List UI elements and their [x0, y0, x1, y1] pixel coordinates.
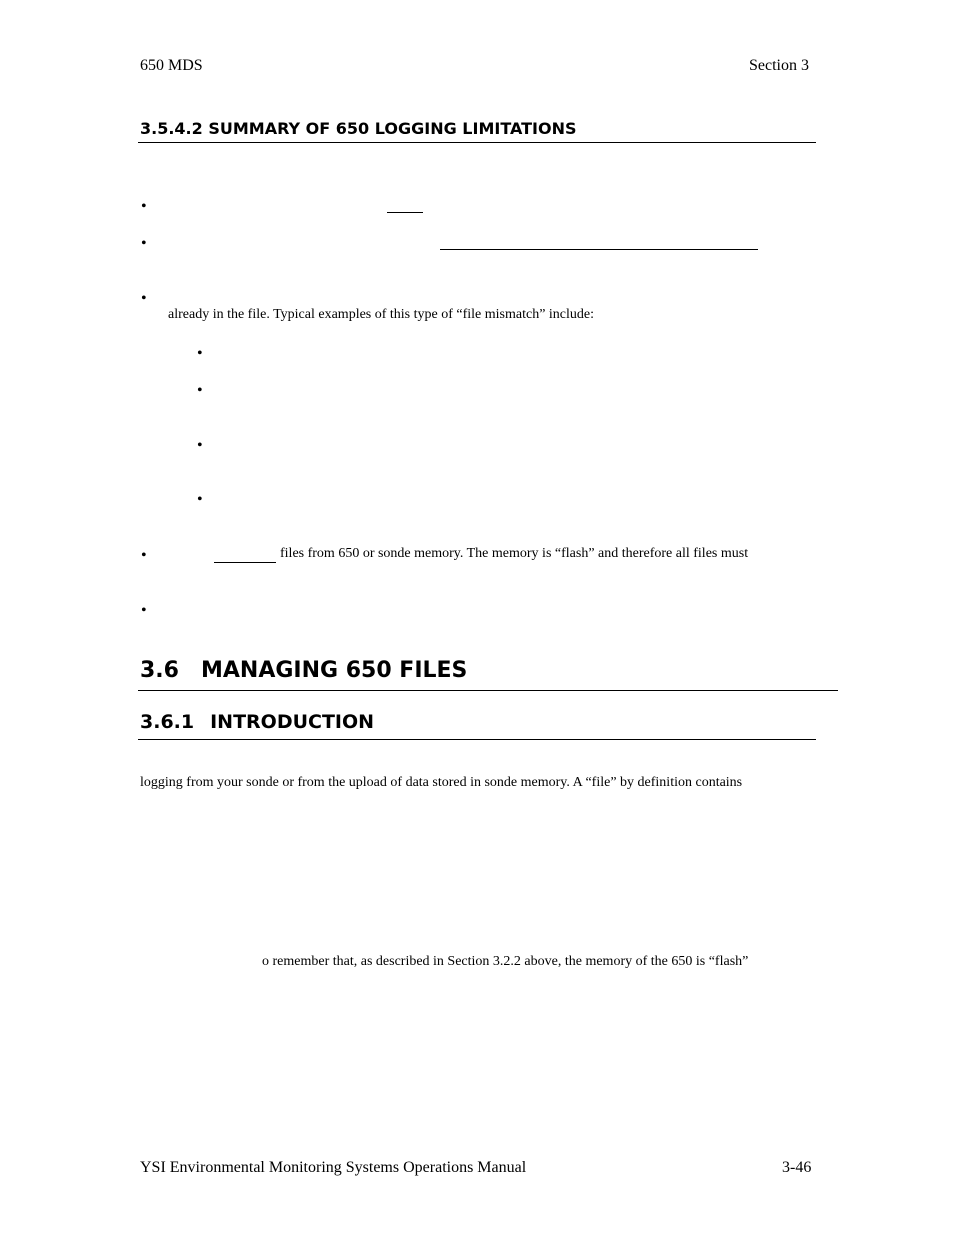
heading-rule [138, 142, 816, 143]
bullet-4-text: files from 650 or sonde memory. The memory is “flash” and therefore all files must [280, 546, 749, 561]
bullet-4: • [141, 547, 147, 564]
heading-rule [138, 690, 838, 691]
section-heading-361 [140, 711, 374, 733]
section-title: INTRODUCTION [210, 711, 375, 733]
sub-bullet-4: • [197, 491, 203, 508]
section-title: MANAGING 650 FILES [200, 658, 468, 683]
header-title: 650 MDS [140, 57, 203, 74]
section-number: 3.6.1 [140, 711, 195, 733]
intro-line-1: logging from your sonde or from the upload of data stored in sonde memory. A “file” by definition contains [140, 775, 743, 790]
bullet-3-text: already in the file. Typical examples of this type of “file mismatch” include: [168, 307, 595, 322]
page-number: 3-46 [782, 1159, 812, 1176]
bullet-1: • [141, 198, 147, 215]
section-heading-3542: 3.5.4.2 SUMMARY OF 650 LOGGING LIMITATIONS [140, 119, 577, 138]
bullet-5: • [141, 602, 147, 619]
sub-bullet-2: • [197, 382, 203, 399]
bullet-2: • [141, 235, 147, 252]
header-section: Section 3 [749, 57, 809, 74]
sub-bullet-1: • [197, 345, 203, 362]
bullet-3: • [141, 290, 147, 307]
section-number: 3.6 [140, 658, 179, 683]
intro-line-2: o remember that, as described in Section 3.2.2 above, the memory of the 650 is “flash” [262, 954, 749, 969]
underline-mark-2 [440, 249, 758, 250]
underline-mark-1 [387, 212, 423, 213]
sub-bullet-3: • [197, 437, 203, 454]
heading-rule [138, 739, 816, 740]
footer-manual-title: YSI Environmental Monitoring Systems Operations Manual [140, 1159, 527, 1176]
underline-mark-3 [214, 562, 276, 563]
section-heading-36 [140, 658, 467, 683]
